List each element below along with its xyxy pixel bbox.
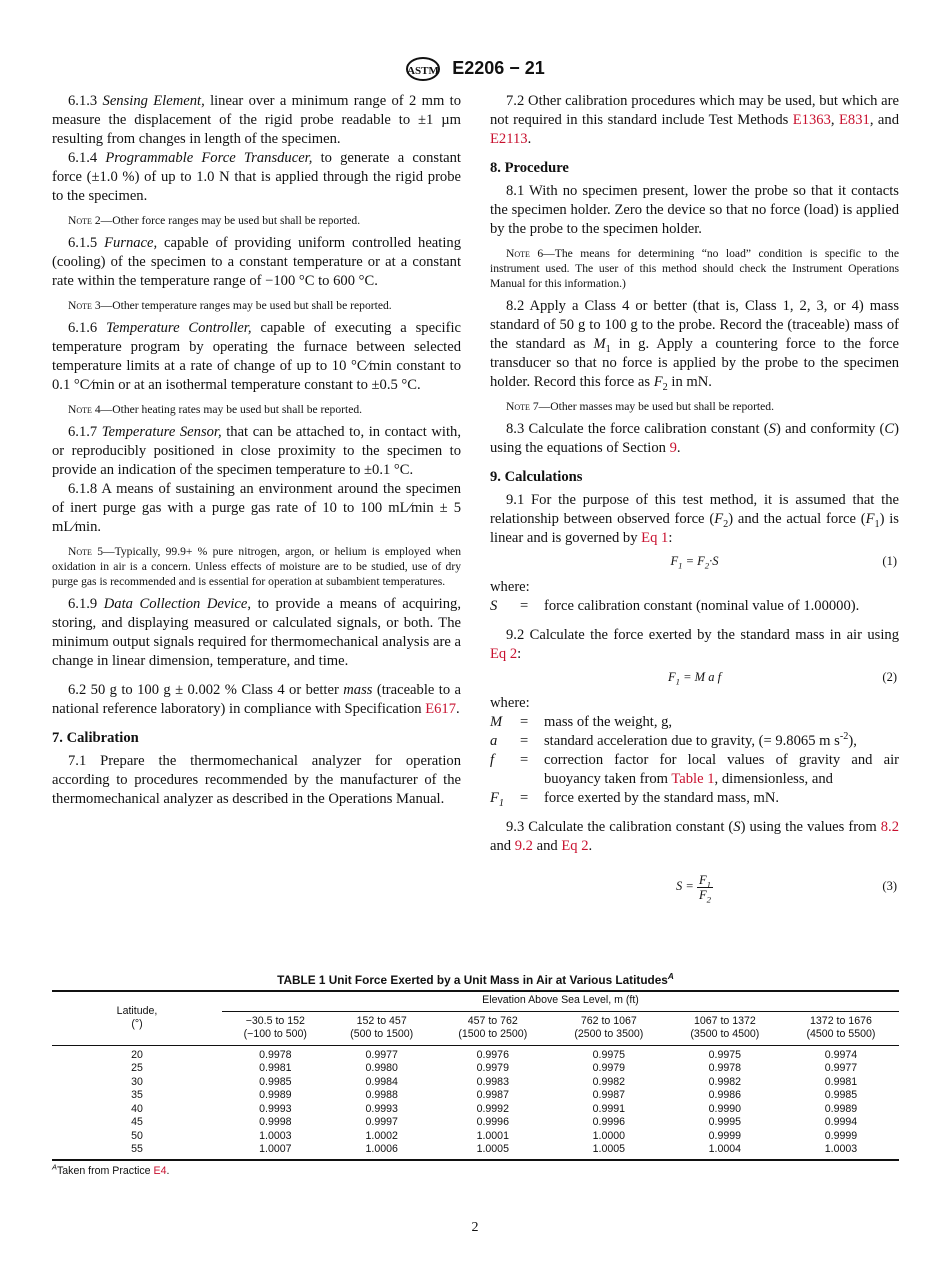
definition-text: correction factor for local values of gravity and air buoyancy taken from Table 1, dimensionless, and <box>544 752 899 787</box>
text-run: 6.1.5 <box>68 235 105 251</box>
table-cell: 0.9978 <box>259 1048 292 1061</box>
elevation-m: 152 to 457 <box>356 1014 407 1027</box>
footnote-text: Taken from Practice <box>56 1164 154 1177</box>
paragraph <box>490 626 899 664</box>
table-cell: 1.0005 <box>592 1143 626 1155</box>
latitude-header <box>52 991 222 1045</box>
table-1-link[interactable]: Table 1 <box>671 771 715 787</box>
text-run: 6.1.6 <box>68 320 107 336</box>
latitude-cell: 20 <box>131 1048 143 1061</box>
table-cell: 0.9982 <box>708 1075 742 1088</box>
paragraph <box>52 92 461 149</box>
cross-reference-link[interactable]: Eq 2 <box>561 838 589 854</box>
table-cell: 0.9990 <box>708 1102 742 1115</box>
definition-text: force calibration constant (nominal value of 1.00000). <box>544 598 860 614</box>
table-cell: 0.9993 <box>259 1102 292 1115</box>
table-cell: 1.0005 <box>476 1143 509 1155</box>
table-cell: 0.9992 <box>476 1102 509 1115</box>
text-run: , <box>830 112 839 128</box>
paragraph <box>490 297 899 392</box>
note-label: Note <box>506 247 530 260</box>
text-run: and <box>490 838 515 854</box>
page-number: 2 <box>471 1220 479 1235</box>
symbol: $F_1$ <box>698 872 711 890</box>
designation: E2206 − 21 <box>452 57 545 78</box>
text-run: 7. Calibration <box>52 730 139 746</box>
equation-lhs: S = <box>676 879 694 893</box>
text-run: 6.1.4 <box>68 150 106 166</box>
text-run: : <box>668 530 673 546</box>
text-run: . <box>676 440 681 456</box>
text-run: 9.1 For the purpose of this test method, it is assumed that the relationship between observed force ( <box>490 492 899 527</box>
definition <box>490 789 899 808</box>
table-cell: 0.9996 <box>476 1116 509 1128</box>
numerator <box>697 873 713 888</box>
table-cell: 1.0006 <box>365 1143 398 1155</box>
equals-sign: = <box>520 752 529 768</box>
page-header <box>0 56 950 82</box>
italic-term: C <box>884 421 895 437</box>
text-run: F <box>667 670 676 684</box>
table-cell: 0.9975 <box>708 1048 742 1061</box>
table-caption <box>52 973 899 987</box>
paragraph <box>490 92 899 149</box>
definition-text: force exerted by the standard mass, mN. <box>544 790 780 806</box>
text-run: 7.2 Other calibration procedures which may be used, but which are not required in this standard include Test Methods <box>490 93 899 128</box>
definition-symbol <box>490 597 520 616</box>
definition <box>490 751 899 789</box>
italic-term: F <box>653 374 663 390</box>
text-run: capable of executing a specific temperature program by operating the furnace between selected temperature limits at a rate of change of up to 10 °C⁄min constant to 0.1 °C⁄min or at an isothermal temperature constant to ±0.5 °C. <box>52 320 461 393</box>
symbol: M <box>490 714 503 730</box>
definition <box>490 597 899 616</box>
text-run: . <box>588 838 593 854</box>
table-cell: 0.9987 <box>592 1089 626 1101</box>
text-run: 7.1 Prepare the thermomechanical analyzer for operation according to procedures recommended by the manufacturer of the thermomechanical analyzer as described in the Operations Manual. <box>52 753 461 807</box>
text-run: in g. Apply a countering force to the force transducer so that no force is applied by the probe to the specimen holder. Record this force as <box>490 336 899 390</box>
text-run: 6.1.3 <box>68 93 103 109</box>
text-run: 8.1 With no specimen present, lower the probe so that it contacts the specimen holder. Zero the device so that no force (load) is applied by the probe to the specimen holder. <box>490 183 899 237</box>
right-column <box>490 92 899 908</box>
note <box>52 402 461 417</box>
latitude-table <box>52 990 899 1161</box>
equals-sign: = <box>520 598 529 614</box>
left-column <box>52 92 461 809</box>
table-cell: 1.0001 <box>476 1129 509 1142</box>
denominator <box>697 887 713 905</box>
definition-symbol <box>490 713 520 732</box>
text-run: 2—Other force ranges may be used but shall be reported. <box>91 214 361 227</box>
symbol: S <box>490 598 498 614</box>
note-label: Note <box>68 299 92 312</box>
text-run: 8.3 Calculate the force calibration constant ( <box>506 421 769 437</box>
paragraph <box>490 818 899 856</box>
symbol: a <box>490 733 498 749</box>
equation <box>490 664 899 690</box>
definition <box>490 713 899 732</box>
table-cell: 0.9989 <box>259 1089 292 1101</box>
definition-text: standard acceleration due to gravity, (= 9.8065 m $s^{-2}$), <box>544 731 857 749</box>
table-row <box>52 1103 899 1117</box>
elevation-column-header <box>435 1011 551 1045</box>
elevation-m: 457 to 762 <box>467 1014 518 1027</box>
latitude-cell: 30 <box>131 1075 143 1088</box>
text-run: ) and conformity ( <box>775 421 885 437</box>
table-cell: 1.0003 <box>824 1143 858 1155</box>
italic-term: mass <box>343 682 373 698</box>
table-cell: 0.9984 <box>365 1075 398 1088</box>
note-label: Note <box>506 400 530 413</box>
text-run: ) is linear and is governed by <box>490 511 899 546</box>
subscript: 2 <box>723 518 729 530</box>
cross-reference-link[interactable]: 9.2 <box>514 838 533 854</box>
elevation-ft: (2500 to 3500) <box>574 1028 644 1040</box>
note <box>52 544 461 589</box>
text-run: 5—Typically, 99.9+ % pure nitrogen, argon, or helium is employed when oxidation in air is a concern. Unless effects of moisture are to be studied, use of dry purge gas is recommended and is essential for operation at subambient temperatures. <box>52 545 461 588</box>
text-run: F <box>670 554 679 568</box>
italic-term: S <box>768 421 776 437</box>
table-row <box>52 1130 899 1144</box>
equation-number: (2) <box>882 670 897 684</box>
table-cell: 0.9983 <box>476 1075 509 1088</box>
text-run: . <box>527 131 532 147</box>
paragraph <box>52 149 461 206</box>
note <box>52 213 461 228</box>
text-run: (traceable to a national reference laboratory) in compliance with Specification <box>52 682 461 717</box>
table-cell: 0.9988 <box>365 1089 398 1101</box>
text-run: 6.2 50 g to 100 g ± 0.002 % Class 4 or better <box>68 682 344 698</box>
text-run: 9.2 Calculate the force exerted by the standard mass in air using <box>506 627 899 643</box>
text-run: . <box>456 701 460 717</box>
text-run: 6.1.8 A means of sustaining an environment around the specimen of inert purge gas with a purge gas rate of 10 to 100 mL⁄min ± 5 mL⁄min. <box>52 481 461 535</box>
table-cell: 0.9982 <box>592 1075 626 1088</box>
table-cell: 0.9975 <box>592 1048 626 1061</box>
elevation-column-header <box>222 1011 329 1045</box>
elevation-m: 762 to 1067 <box>580 1014 637 1027</box>
text-run: , and <box>869 112 899 128</box>
subscript: 2 <box>662 381 668 393</box>
text-run: 3—Other temperature ranges may be used but shall be reported. <box>91 299 392 312</box>
table-cell: 0.9977 <box>365 1048 398 1061</box>
table-cell: 1.0000 <box>592 1129 626 1142</box>
paragraph <box>52 681 461 719</box>
text-run: that can be attached to, in contact with, or reproducibly positioned in close proximity to the specimen to provide an indication of the specimen temperature to ±0.1 °C. <box>52 424 461 478</box>
text-run: ) using the equations of Section <box>490 421 899 456</box>
where-label <box>490 694 899 713</box>
table-cell: 0.9996 <box>592 1116 626 1128</box>
text-run: linear over a minimum range of 2 mm to measure the displacement of the rigid probe readable to ±1 µm resulting from changes in length of the specimen. <box>52 93 462 147</box>
note-label: Note <box>68 214 92 227</box>
italic-term: Sensing Element, <box>102 93 205 109</box>
italic-term: M <box>593 336 606 352</box>
table-cell: 0.9989 <box>824 1102 858 1115</box>
table-cell: 0.9999 <box>824 1129 858 1142</box>
table-cell: 0.9978 <box>708 1062 742 1074</box>
table-cell: 0.9987 <box>476 1089 509 1101</box>
elevation-m: 1067 to 1372 <box>693 1014 756 1027</box>
elevation-ft: (3500 to 4500) <box>690 1028 760 1040</box>
equation-3 <box>490 864 899 908</box>
subscript: 1 <box>678 560 683 571</box>
note <box>490 399 899 414</box>
table-row <box>52 1076 899 1090</box>
latitude-cell: 45 <box>131 1116 143 1128</box>
definition-text: mass of the weight, g, <box>544 714 673 730</box>
latitude-cell: 35 <box>131 1089 143 1101</box>
paragraph <box>52 319 461 395</box>
text-run: 7—Other masses may be used but shall be reported. <box>529 400 774 413</box>
fraction <box>697 872 713 905</box>
table-footnote <box>52 1161 899 1177</box>
cross-reference-link[interactable]: E831 <box>839 112 870 128</box>
note-label: Note <box>68 403 92 416</box>
text-run: capable of providing uniform controlled heating (cooling) of the specimen to a constant temperature or at a constant rate within the temperature range of −100 °C to 600 °C. <box>52 235 461 289</box>
table-row <box>52 1062 899 1076</box>
table-cell: 0.9977 <box>824 1062 858 1074</box>
table-row <box>52 1116 899 1130</box>
lat-unit: (°) <box>131 1018 143 1031</box>
footnote-link-e4[interactable]: E4 <box>153 1164 167 1177</box>
elevation-column-header <box>667 1011 783 1045</box>
cross-reference-link[interactable]: E1363 <box>792 112 831 128</box>
equation-number: (1) <box>882 554 897 568</box>
definition-symbol <box>490 732 520 751</box>
text-run: 4—Other heating rates may be used but shall be reported. <box>91 403 363 416</box>
definition <box>490 732 899 751</box>
subscript: 1 <box>605 343 611 355</box>
paragraph <box>490 491 899 548</box>
elevation-column-header <box>783 1011 899 1045</box>
paragraph <box>52 423 461 480</box>
text-run: 8. Procedure <box>490 160 569 176</box>
astm-logo-icon <box>405 56 441 82</box>
table-cell: 0.9997 <box>365 1116 398 1128</box>
caption-footnote-mark: A <box>667 972 674 982</box>
paragraph <box>52 234 461 291</box>
table-cell: 0.9976 <box>476 1048 509 1061</box>
text-run: where: <box>490 579 530 595</box>
section-heading <box>490 468 899 487</box>
footnote-end: . <box>166 1164 170 1177</box>
caption-text: TABLE 1 Unit Force Exerted by a Unit Mass in Air at Various Latitudes <box>277 973 668 987</box>
cross-reference-link[interactable]: Eq 1 <box>641 530 669 546</box>
elevation-m: −30.5 to 152 <box>245 1014 305 1027</box>
table-cell: 0.9980 <box>365 1062 398 1074</box>
equals-sign: = <box>520 714 529 730</box>
elevation-ft: (4500 to 5500) <box>806 1028 876 1040</box>
symbol: $F_1$ <box>490 790 505 809</box>
table-1 <box>52 973 899 1177</box>
paragraph <box>52 480 461 537</box>
latitude-cell: 25 <box>131 1062 143 1074</box>
text-run: ) and the actual force ( <box>728 511 866 527</box>
footnote-mark: A <box>52 1161 57 1171</box>
text-run: and <box>532 838 562 854</box>
table-cell: 0.9994 <box>824 1116 858 1128</box>
text-run: , to provide a means of acquiring, storing, and displaying measured or calculated signals, or both. The minimum output signals required for thermomechanical analysis are a change in linear dimension, temperature, and time. <box>52 596 461 669</box>
section-heading <box>490 159 899 178</box>
text-run: 9. Calculations <box>490 469 583 485</box>
text-run: : <box>517 646 522 662</box>
italic-term: Programmable Force Transducer, <box>105 150 313 166</box>
text-run: 6.1.7 <box>68 424 102 440</box>
lat-header-text: Latitude, <box>116 1004 158 1017</box>
svg-text:ASTM: ASTM <box>407 65 440 77</box>
table-row <box>52 1143 899 1160</box>
elevation-ft: (1500 to 2500) <box>458 1028 528 1040</box>
table-row <box>52 1045 899 1062</box>
cross-reference-link[interactable]: Eq 2 <box>490 646 518 662</box>
paragraph <box>490 420 899 458</box>
equals-sign: = <box>520 790 529 806</box>
note <box>52 298 461 313</box>
equals-sign: = <box>520 733 529 749</box>
subscript: 1 <box>675 676 680 687</box>
italic-term: Furnace, <box>104 235 158 251</box>
cross-reference-link[interactable]: 8.2 <box>880 819 899 835</box>
table-cell: 0.9993 <box>365 1102 398 1115</box>
paragraph <box>52 752 461 809</box>
elevation-ft: (−100 to 500) <box>243 1028 307 1040</box>
table-cell: 0.9985 <box>824 1089 858 1101</box>
table-cell: 0.9979 <box>476 1062 509 1074</box>
table-cell: 0.9986 <box>708 1089 742 1101</box>
text-run: 8.2 Apply a Class 4 or better (that is, Class 1, 2, 3, or 4) mass standard of 50 g to 100 g to the probe. Record the (traceable) mass of the standard as <box>490 298 899 352</box>
table-cell: 0.9974 <box>824 1048 858 1061</box>
symbol: $F_2$ <box>698 887 711 905</box>
table-cell: 0.9991 <box>592 1102 626 1115</box>
text-run: ·S <box>709 554 719 568</box>
italic-term: Data Collection Device <box>103 596 248 612</box>
text-run: = M a f <box>679 670 722 684</box>
equation-number: (3) <box>882 879 897 893</box>
table-row <box>52 1089 899 1103</box>
definition-symbol <box>490 751 520 789</box>
elevation-ft: (500 to 1500) <box>350 1028 414 1040</box>
table-cell: 1.0003 <box>259 1129 292 1142</box>
table-cell: 1.0004 <box>708 1143 742 1155</box>
note-label: Note <box>68 545 92 558</box>
note <box>490 246 899 291</box>
paragraph <box>490 182 899 239</box>
paragraph <box>52 595 461 671</box>
text-run: 9.3 Calculate the calibration constant ( <box>506 819 734 835</box>
cross-reference-link[interactable]: 9 <box>669 440 677 456</box>
elevation-column-header <box>329 1011 435 1045</box>
elevation-m: 1372 to 1676 <box>810 1014 872 1027</box>
subscript: 1 <box>874 518 880 530</box>
latitude-cell: 40 <box>131 1102 143 1115</box>
latitude-cell: 55 <box>131 1143 143 1155</box>
italic-term: F <box>865 511 875 527</box>
symbol: f <box>490 752 495 768</box>
definition-symbol <box>490 789 520 808</box>
text-run: ) using the values from <box>740 819 881 835</box>
where-label <box>490 578 899 597</box>
equation <box>490 548 899 574</box>
text-run: where: <box>490 695 530 711</box>
table-cell: 0.9979 <box>592 1062 626 1074</box>
text-run: 6—The means for determining “no load” condition is specific to the instrument used. The user of this method should check the Instrument Operations Manual for this information.) <box>490 247 899 290</box>
italic-term: F <box>714 511 724 527</box>
italic-term: S <box>733 819 741 835</box>
subscript: 2 <box>704 560 710 571</box>
section-heading <box>52 729 461 748</box>
table-cell: 0.9999 <box>708 1129 742 1142</box>
elevation-column-header <box>551 1011 667 1045</box>
table-cell: 0.9995 <box>708 1116 742 1128</box>
text-run: in mN. <box>667 374 712 390</box>
table-cell: 1.0002 <box>365 1129 398 1142</box>
text-run: 6.1.9 <box>68 596 104 612</box>
table-cell: 0.9985 <box>259 1075 292 1088</box>
italic-term: Temperature Controller, <box>106 320 252 336</box>
italic-term: Temperature Sensor, <box>101 424 222 440</box>
text-run: = F <box>682 554 705 568</box>
latitude-cell: 50 <box>131 1129 143 1142</box>
table-cell: 1.0007 <box>259 1143 292 1155</box>
cross-reference-link[interactable]: E617 <box>425 701 457 717</box>
table-cell: 0.9998 <box>259 1116 292 1128</box>
elevation-group-header: Elevation Above Sea Level, m (ft) <box>482 994 639 1006</box>
table-cell: 0.9981 <box>824 1075 858 1088</box>
cross-reference-link[interactable]: E2113 <box>490 131 528 147</box>
text-run: to generate a constant force (±1.0 %) of up to 1.0 N that is applied through the rigid probe to the specimen. <box>52 150 461 204</box>
table-cell: 0.9981 <box>259 1062 292 1074</box>
